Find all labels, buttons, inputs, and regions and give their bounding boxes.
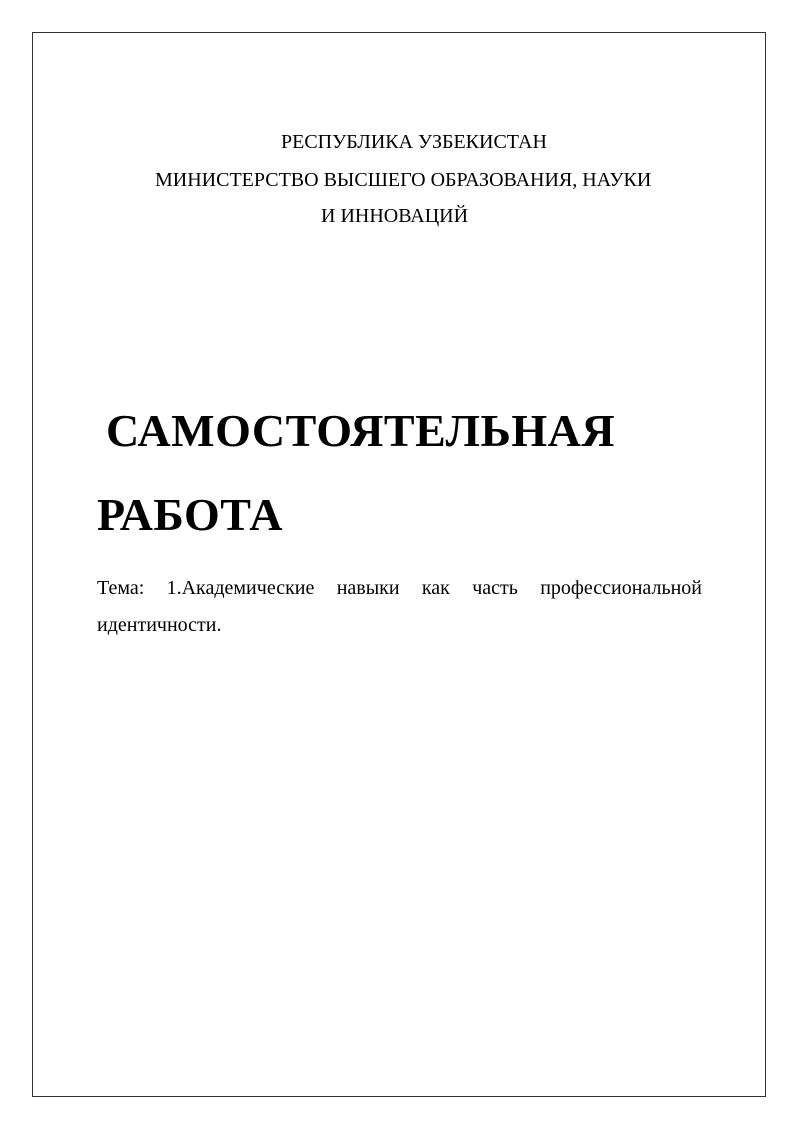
topic-word: 1.Академические xyxy=(166,577,315,599)
country-name: РЕСПУБЛИКА УЗБЕКИСТАН xyxy=(281,131,547,153)
topic-word: навыки xyxy=(336,577,400,599)
document-title-line-2: РАБОТА xyxy=(97,489,283,540)
topic-word: как xyxy=(421,577,450,599)
ministry-name-line-1: МИНИСТЕРСТВО ВЫСШЕГО ОБРАЗОВАНИЯ, НАУКИ xyxy=(155,169,652,191)
topic-paragraph xyxy=(97,570,702,644)
topic-line-1 xyxy=(97,570,702,607)
topic-word: профессиональной xyxy=(540,577,702,599)
topic-line-2: идентичности. xyxy=(97,614,222,636)
ministry-name-line-2: И ИННОВАЦИЙ xyxy=(321,205,469,227)
topic-word: часть xyxy=(472,577,518,599)
topic-word: Тема: xyxy=(97,577,145,599)
document-title-line-1: САМОСТОЯТЕЛЬНАЯ xyxy=(106,405,616,456)
